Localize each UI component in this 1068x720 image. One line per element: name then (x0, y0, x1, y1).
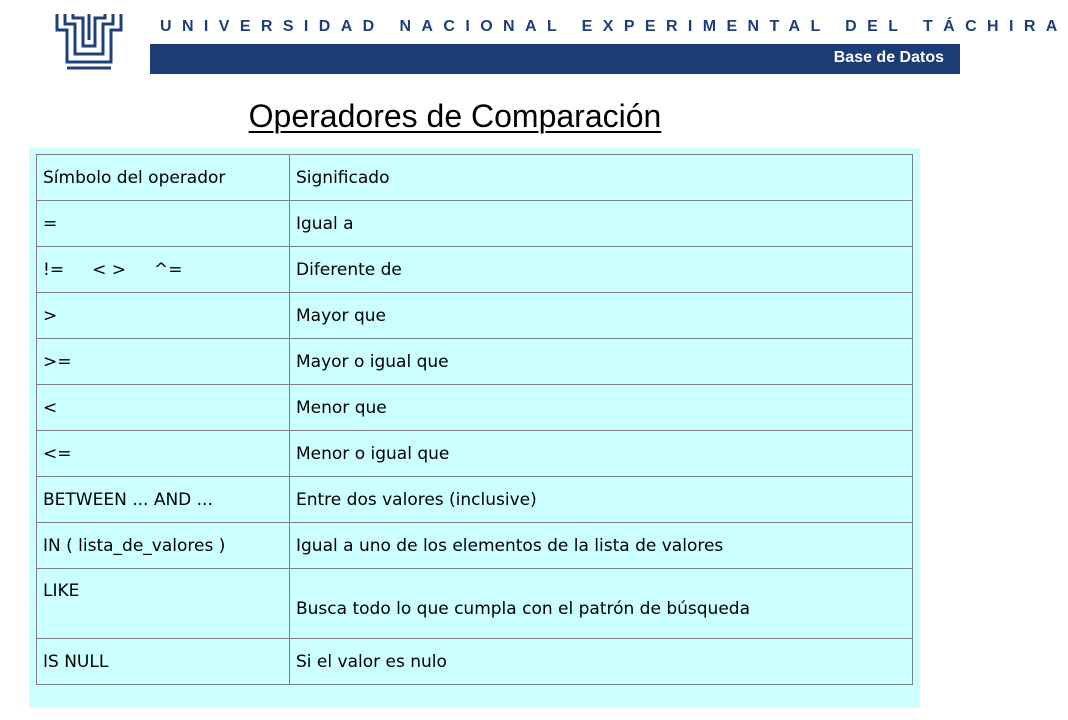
operator-symbol: IS NULL (37, 639, 290, 685)
operators-table-panel (29, 148, 920, 708)
operator-meaning: Diferente de (290, 247, 913, 293)
operator-symbol-variant: ^= (153, 259, 183, 280)
operator-symbol: LIKE (37, 569, 290, 639)
operator-meaning: Mayor que (290, 293, 913, 339)
table-row (37, 201, 913, 247)
table-row (37, 293, 913, 339)
operator-symbol-variant: < > (92, 259, 126, 280)
table-row (37, 431, 913, 477)
column-header-symbol: Símbolo del operador (37, 155, 290, 201)
operator-meaning: Menor o igual que (290, 431, 913, 477)
operator-symbol: >= (37, 339, 290, 385)
table-row (37, 247, 913, 293)
institution-name: UNIVERSIDAD NACIONAL EXPERIMENTAL DEL TÁCHIRA (160, 18, 1068, 35)
operator-symbol-variant: != (43, 259, 65, 280)
operator-symbol: <= (37, 431, 290, 477)
slide-header (0, 0, 1068, 75)
header-band (150, 44, 960, 74)
operator-symbol: = (37, 201, 290, 247)
page-title: Operadores de Comparación (248, 98, 662, 134)
operator-symbol: IN ( lista_de_valores ) (37, 523, 290, 569)
course-label: Base de Datos (833, 49, 944, 66)
operator-meaning: Si el valor es nulo (290, 639, 913, 685)
operators-table (36, 154, 913, 685)
column-header-meaning: Significado (290, 155, 913, 201)
operator-symbol: BETWEEN ... AND ... (37, 477, 290, 523)
operator-meaning: Igual a (290, 201, 913, 247)
table-row (37, 639, 913, 685)
operator-symbol: > (37, 293, 290, 339)
operator-meaning: Menor que (290, 385, 913, 431)
university-logo-icon (53, 10, 125, 72)
table-row (37, 339, 913, 385)
table-header-row (37, 155, 913, 201)
operator-symbol (37, 247, 290, 293)
operator-meaning: Mayor o igual que (290, 339, 913, 385)
table-row (37, 477, 913, 523)
operator-symbol: < (37, 385, 290, 431)
operator-meaning: Busca todo lo que cumpla con el patrón de búsqueda (290, 569, 913, 639)
table-row (37, 523, 913, 569)
table-row (37, 569, 913, 639)
table-row (37, 385, 913, 431)
operator-meaning: Igual a uno de los elementos de la lista de valores (290, 523, 913, 569)
operator-meaning: Entre dos valores (inclusive) (290, 477, 913, 523)
